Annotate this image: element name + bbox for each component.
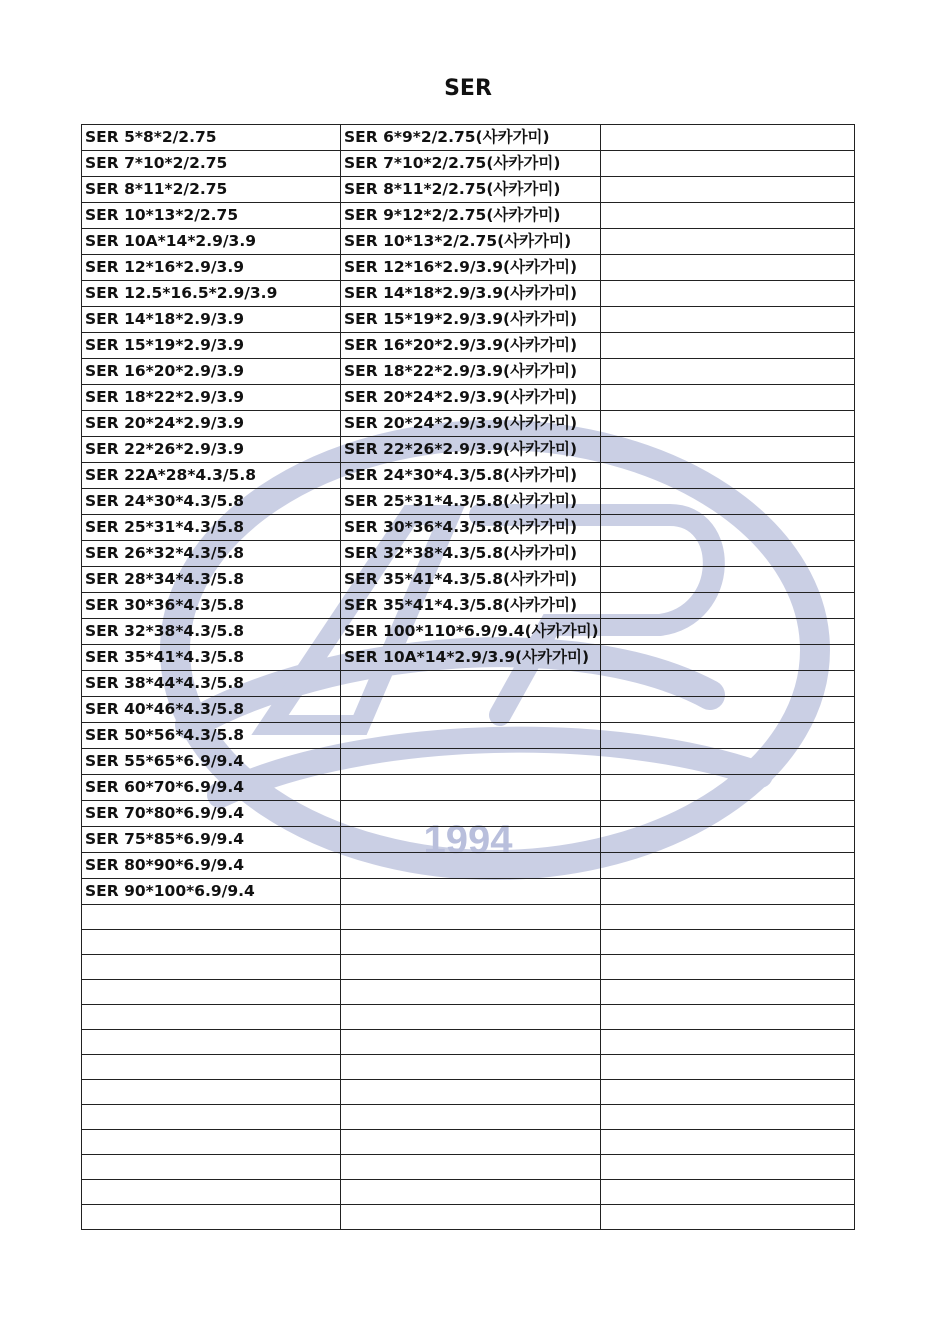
table-row	[82, 697, 855, 723]
table-cell-col1: SER 50*56*4.3/5.8	[82, 723, 341, 749]
table-row	[82, 177, 855, 203]
table-cell-col1	[82, 1105, 341, 1130]
table-cell-col2	[341, 723, 601, 749]
table-cell-col1: SER 24*30*4.3/5.8	[82, 489, 341, 515]
table-cell-col3	[601, 255, 855, 281]
table-cell-col3	[601, 437, 855, 463]
table-cell-col1	[82, 930, 341, 955]
table-cell-col3	[601, 489, 855, 515]
table-row	[82, 1180, 855, 1205]
table-cell-col2: SER 16*20*2.9/3.9(사카가미)	[341, 333, 601, 359]
table-cell-col1: SER 8*11*2/2.75	[82, 177, 341, 203]
table-cell-col3	[601, 177, 855, 203]
table-cell-col2	[341, 749, 601, 775]
table-cell-col1: SER 15*19*2.9/3.9	[82, 333, 341, 359]
table-cell-col2: SER 18*22*2.9/3.9(사카가미)	[341, 359, 601, 385]
table-cell-col3	[601, 411, 855, 437]
table-cell-col2	[341, 671, 601, 697]
table-cell-col1: SER 28*34*4.3/5.8	[82, 567, 341, 593]
table-cell-col2: SER 35*41*4.3/5.8(사카가미)	[341, 567, 601, 593]
table-cell-col1: SER 90*100*6.9/9.4	[82, 879, 341, 905]
table-row	[82, 980, 855, 1005]
table-cell-col2	[341, 1005, 601, 1030]
table-cell-col2: SER 20*24*2.9/3.9(사카가미)	[341, 411, 601, 437]
table-cell-col2	[341, 1080, 601, 1105]
table-row	[82, 879, 855, 905]
table-cell-col1	[82, 1005, 341, 1030]
table-cell-col1: SER 60*70*6.9/9.4	[82, 775, 341, 801]
table-cell-col3	[601, 1080, 855, 1105]
table-row	[82, 1105, 855, 1130]
table-cell-col2: SER 22*26*2.9/3.9(사카가미)	[341, 437, 601, 463]
table-cell-col3	[601, 281, 855, 307]
table-row	[82, 437, 855, 463]
table-cell-col1: SER 38*44*4.3/5.8	[82, 671, 341, 697]
table-row	[82, 463, 855, 489]
table-cell-col3	[601, 853, 855, 879]
table-cell-col2: SER 30*36*4.3/5.8(사카가미)	[341, 515, 601, 541]
table-row	[82, 801, 855, 827]
table-cell-col3	[601, 775, 855, 801]
table-cell-col3	[601, 1055, 855, 1080]
table-cell-col1: SER 40*46*4.3/5.8	[82, 697, 341, 723]
table-cell-col1: SER 20*24*2.9/3.9	[82, 411, 341, 437]
table-cell-col3	[601, 905, 855, 930]
table-cell-col1: SER 16*20*2.9/3.9	[82, 359, 341, 385]
table-cell-col1	[82, 955, 341, 980]
table-cell-col2	[341, 905, 601, 930]
table-row	[82, 515, 855, 541]
table-cell-col1	[82, 1205, 341, 1230]
table-row	[82, 853, 855, 879]
table-cell-col2	[341, 1105, 601, 1130]
table-cell-col1	[82, 905, 341, 930]
table-row	[82, 749, 855, 775]
table-row	[82, 1130, 855, 1155]
table-cell-col1	[82, 1130, 341, 1155]
table-cell-col1	[82, 980, 341, 1005]
table-cell-col2: SER 35*41*4.3/5.8(사카가미)	[341, 593, 601, 619]
table-row	[82, 567, 855, 593]
table-cell-col2	[341, 955, 601, 980]
table-cell-col3	[601, 980, 855, 1005]
table-cell-col3	[601, 801, 855, 827]
table-cell-col3	[601, 1030, 855, 1055]
table-cell-col3	[601, 125, 855, 151]
table-cell-col2	[341, 1030, 601, 1055]
table-row	[82, 930, 855, 955]
table-cell-col3	[601, 930, 855, 955]
table-row	[82, 489, 855, 515]
table-row	[82, 229, 855, 255]
table-cell-col3	[601, 515, 855, 541]
table-cell-col2	[341, 879, 601, 905]
table-row	[82, 1030, 855, 1055]
table-cell-col1	[82, 1055, 341, 1080]
table-row	[82, 411, 855, 437]
table-cell-col1: SER 70*80*6.9/9.4	[82, 801, 341, 827]
table-cell-col3	[601, 333, 855, 359]
table-cell-col3	[601, 567, 855, 593]
table-cell-col1: SER 26*32*4.3/5.8	[82, 541, 341, 567]
page-title: SER	[444, 76, 492, 101]
table-row	[82, 541, 855, 567]
table-cell-col1: SER 35*41*4.3/5.8	[82, 645, 341, 671]
table-row	[82, 1155, 855, 1180]
table-cell-col2	[341, 801, 601, 827]
table-cell-col1: SER 12.5*16.5*2.9/3.9	[82, 281, 341, 307]
table-row	[82, 203, 855, 229]
table-cell-col2	[341, 775, 601, 801]
table-cell-col3	[601, 697, 855, 723]
table-row	[82, 827, 855, 853]
table-row	[82, 255, 855, 281]
table-cell-col3	[601, 1155, 855, 1180]
table-cell-col2	[341, 853, 601, 879]
table-cell-col3	[601, 879, 855, 905]
table-row	[82, 359, 855, 385]
table-cell-col1: SER 30*36*4.3/5.8	[82, 593, 341, 619]
table-row	[82, 151, 855, 177]
table-cell-col1: SER 25*31*4.3/5.8	[82, 515, 341, 541]
table-cell-col2	[341, 1155, 601, 1180]
table-cell-col3	[601, 385, 855, 411]
table-cell-col3	[601, 723, 855, 749]
table-cell-col1	[82, 1030, 341, 1055]
table-cell-col2	[341, 1130, 601, 1155]
table-cell-col3	[601, 1005, 855, 1030]
table-cell-col2: SER 32*38*4.3/5.8(사카가미)	[341, 541, 601, 567]
table-cell-col3	[601, 359, 855, 385]
table-row	[82, 593, 855, 619]
table-row	[82, 125, 855, 151]
table-cell-col2: SER 9*12*2/2.75(사카가미)	[341, 203, 601, 229]
watermark-year: 1994	[423, 818, 513, 862]
table-cell-col3	[601, 1205, 855, 1230]
table-cell-col3	[601, 749, 855, 775]
table-cell-col1: SER 7*10*2/2.75	[82, 151, 341, 177]
table-row	[82, 385, 855, 411]
table-cell-col3	[601, 307, 855, 333]
product-table	[81, 124, 855, 1230]
table-cell-col1	[82, 1155, 341, 1180]
table-cell-col1: SER 14*18*2.9/3.9	[82, 307, 341, 333]
table-row	[82, 775, 855, 801]
table-cell-col1: SER 75*85*6.9/9.4	[82, 827, 341, 853]
table-row	[82, 645, 855, 671]
table-row	[82, 671, 855, 697]
table-cell-col2	[341, 697, 601, 723]
table-cell-col3	[601, 955, 855, 980]
table-row	[82, 619, 855, 645]
table-cell-col2: SER 10*13*2/2.75(사카가미)	[341, 229, 601, 255]
table-cell-col2: SER 20*24*2.9/3.9(사카가미)	[341, 385, 601, 411]
table-row	[82, 1005, 855, 1030]
table-cell-col3	[601, 1180, 855, 1205]
table-cell-col3	[601, 619, 855, 645]
table-cell-col3	[601, 1130, 855, 1155]
table-row	[82, 333, 855, 359]
table-cell-col2	[341, 827, 601, 853]
table-row	[82, 905, 855, 930]
table-cell-col3	[601, 645, 855, 671]
table-cell-col1	[82, 1080, 341, 1105]
table-cell-col3	[601, 1105, 855, 1130]
table-cell-col2	[341, 930, 601, 955]
table-cell-col2: SER 15*19*2.9/3.9(사카가미)	[341, 307, 601, 333]
table-row	[82, 955, 855, 980]
table-cell-col2: SER 7*10*2/2.75(사카가미)	[341, 151, 601, 177]
table-cell-col3	[601, 593, 855, 619]
table-cell-col2: SER 24*30*4.3/5.8(사카가미)	[341, 463, 601, 489]
table-cell-col1: SER 22*26*2.9/3.9	[82, 437, 341, 463]
table-cell-col2: SER 8*11*2/2.75(사카가미)	[341, 177, 601, 203]
table-cell-col1: SER 12*16*2.9/3.9	[82, 255, 341, 281]
table-cell-col1: SER 18*22*2.9/3.9	[82, 385, 341, 411]
table-cell-col2	[341, 1180, 601, 1205]
table-cell-col1	[82, 1180, 341, 1205]
table-cell-col2: SER 100*110*6.9/9.4(사카가미)	[341, 619, 601, 645]
table-cell-col2	[341, 1205, 601, 1230]
table-cell-col1: SER 55*65*6.9/9.4	[82, 749, 341, 775]
table-cell-col2: SER 12*16*2.9/3.9(사카가미)	[341, 255, 601, 281]
table-row	[82, 281, 855, 307]
table-row	[82, 1080, 855, 1105]
table-cell-col2: SER 6*9*2/2.75(사카가미)	[341, 125, 601, 151]
table-cell-col2	[341, 980, 601, 1005]
table-cell-col1: SER 32*38*4.3/5.8	[82, 619, 341, 645]
table-cell-col3	[601, 229, 855, 255]
table-cell-col3	[601, 203, 855, 229]
table-cell-col1: SER 10A*14*2.9/3.9	[82, 229, 341, 255]
table-cell-col3	[601, 671, 855, 697]
table-cell-col1: SER 80*90*6.9/9.4	[82, 853, 341, 879]
table-row	[82, 1205, 855, 1230]
table-row	[82, 307, 855, 333]
table-cell-col3	[601, 151, 855, 177]
table-cell-col2	[341, 1055, 601, 1080]
table-row	[82, 1055, 855, 1080]
table-cell-col2: SER 10A*14*2.9/3.9(사카가미)	[341, 645, 601, 671]
table-cell-col1: SER 10*13*2/2.75	[82, 203, 341, 229]
table-cell-col1: SER 5*8*2/2.75	[82, 125, 341, 151]
table-cell-col2: SER 14*18*2.9/3.9(사카가미)	[341, 281, 601, 307]
table-cell-col3	[601, 827, 855, 853]
table-cell-col2: SER 25*31*4.3/5.8(사카가미)	[341, 489, 601, 515]
table-cell-col1: SER 22A*28*4.3/5.8	[82, 463, 341, 489]
table-cell-col3	[601, 541, 855, 567]
table-cell-col3	[601, 463, 855, 489]
table-row	[82, 723, 855, 749]
